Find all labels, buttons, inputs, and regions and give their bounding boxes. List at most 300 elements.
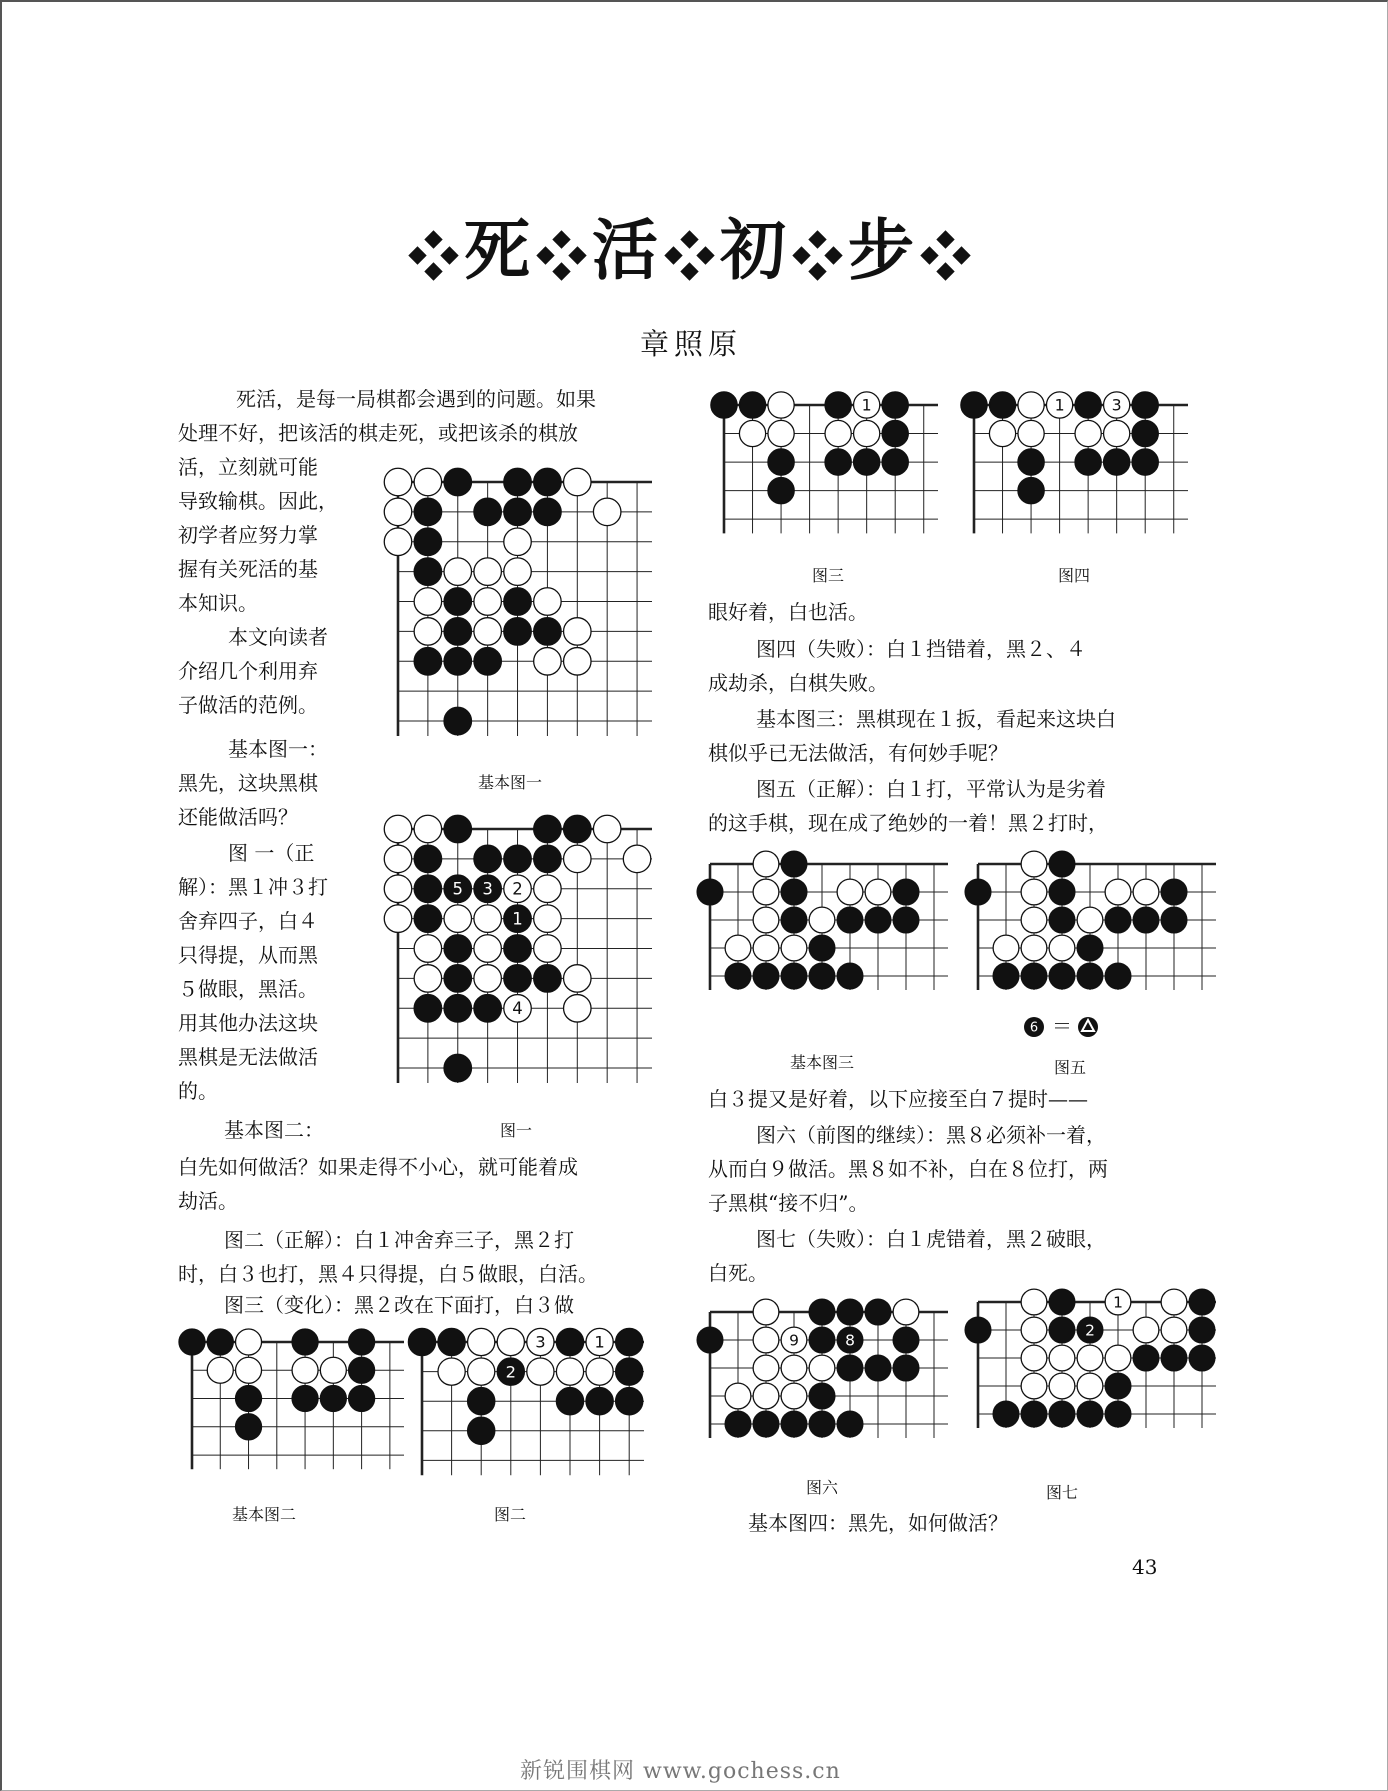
white-stone: [474, 965, 501, 992]
white-stone: [1104, 420, 1130, 446]
black-stone: [236, 1414, 262, 1440]
paragraph-line: 的这手棋，现在成了绝妙的一着！黑２打时，: [708, 811, 1108, 835]
paragraph-line: 图七（失败）：白１虎错着，黑２破眼，: [756, 1227, 1106, 1251]
white-stone: [414, 965, 441, 992]
paragraph-line: 还能做活吗？: [178, 805, 298, 829]
white-stone: [989, 420, 1015, 446]
black-stone: [504, 498, 531, 525]
black-stone: [1105, 1373, 1131, 1399]
white-stone: [504, 558, 531, 585]
white-stone: [725, 935, 751, 961]
white-stone: [781, 1355, 807, 1381]
white-stone: [564, 468, 591, 495]
white-stone: [1105, 1345, 1131, 1371]
paragraph-line: 劫活。: [178, 1189, 238, 1213]
white-stone: [444, 905, 471, 932]
black-stone: [616, 1358, 643, 1385]
black-stone: [534, 468, 561, 495]
black-stone: [504, 588, 531, 615]
stone-number: 1: [1054, 395, 1065, 415]
paragraph-line: 用其他办法这块: [178, 1011, 318, 1035]
diamond-ornament-icon: [794, 232, 842, 280]
black-stone: [697, 1327, 723, 1353]
paragraph-line: 介绍几个利用弃: [178, 659, 318, 683]
stone-number: 3: [1111, 395, 1122, 415]
paragraph-line: 本文向读者: [228, 625, 328, 649]
black-stone: [414, 648, 441, 675]
white-stone: [414, 468, 441, 495]
stone-number: 3: [482, 879, 493, 899]
go-diagram-fig-2: [410, 1330, 650, 1482]
paragraph-line: 死活，是每一局棋都会遇到的问题。如果: [236, 387, 596, 411]
paragraph-line: 基本图四：黑先，如何做活？: [748, 1511, 1008, 1535]
stone-number: 4: [512, 999, 523, 1019]
paragraph-line: 子黑棋“接不归”。: [708, 1191, 869, 1215]
stone-number: 3: [535, 1332, 546, 1352]
black-stone: [1133, 907, 1159, 933]
author: 章照原: [640, 327, 743, 361]
black-stone: [809, 935, 835, 961]
stone-number: 1: [861, 395, 872, 415]
black-stone: [993, 1401, 1019, 1427]
black-stone: [825, 449, 851, 475]
white-stone: [1049, 1345, 1075, 1371]
black-stone: [697, 879, 723, 905]
white-stone: [384, 468, 411, 495]
white-stone: [384, 905, 411, 932]
go-diagram-fig-4: [962, 393, 1194, 545]
white-stone: [725, 1383, 751, 1409]
black-stone: [1105, 1401, 1131, 1427]
white-stone: [1077, 1345, 1103, 1371]
go-diagram-basic-2: [180, 1330, 410, 1482]
stone-number: 5: [452, 879, 464, 899]
black-stone: [414, 875, 441, 902]
black-stone: [1077, 1401, 1103, 1427]
white-stone: [781, 1383, 807, 1409]
white-stone: [1077, 1373, 1103, 1399]
black-stone: [534, 618, 561, 645]
black-stone: [1161, 1345, 1187, 1371]
white-stone: [468, 1358, 495, 1385]
black-stone: [725, 963, 751, 989]
title-char: 活: [592, 211, 660, 289]
paragraph-line: 活，立刻就可能: [178, 455, 318, 479]
paragraph-line: 处理不好，把该活的棋走死，或把该杀的棋放: [178, 421, 578, 445]
black-stone: [837, 1355, 863, 1381]
paragraph-line: 图五（正解）：白１打，平常认为是劣着: [756, 777, 1106, 801]
white-stone: [837, 879, 863, 905]
paragraph-line: 图 一（正: [228, 841, 315, 865]
diagram-caption: 图五: [1054, 1058, 1087, 1077]
black-stone: [207, 1329, 233, 1355]
white-stone: [1049, 935, 1075, 961]
white-stone: [753, 907, 779, 933]
paragraph-line: 成劫杀，白棋失败。: [708, 671, 888, 695]
white-stone: [384, 815, 411, 842]
black-stone: [768, 477, 794, 503]
title-char: 初: [720, 211, 788, 289]
white-stone: [1018, 420, 1044, 446]
black-stone: [504, 935, 531, 962]
white-stone: [1021, 1317, 1047, 1343]
black-stone: [1049, 1289, 1075, 1315]
black-stone: [837, 907, 863, 933]
black-stone: [1132, 420, 1158, 446]
go-diagram-basic-1: [386, 470, 658, 760]
black-stone: [1161, 879, 1187, 905]
go-diagram-fig-7: [966, 1290, 1222, 1442]
paragraph-line: 黑棋是无法做活: [178, 1045, 318, 1069]
black-stone: [474, 995, 501, 1022]
white-stone: [1018, 392, 1044, 418]
white-stone: [1075, 420, 1101, 446]
black-stone: [468, 1388, 495, 1415]
paragraph-line: 子做活的范例。: [178, 693, 318, 717]
black-stone: [1132, 392, 1158, 418]
white-stone: [384, 498, 411, 525]
black-stone: [414, 905, 441, 932]
white-stone: [1021, 907, 1047, 933]
black-stone: [504, 965, 531, 992]
white-stone: [438, 1358, 465, 1385]
black-stone: [292, 1386, 318, 1412]
black-stone: [825, 392, 851, 418]
black-stone: [893, 1355, 919, 1381]
black-stone: [564, 815, 591, 842]
paragraph-line: 图二（正解）：白１冲舍弃三子，黑２打: [224, 1228, 574, 1252]
stone-number: 6: [1029, 1020, 1039, 1036]
white-stone: [534, 875, 561, 902]
paragraph-line: 白３提又是好着，以下应接至白７提时——: [708, 1087, 1088, 1111]
black-stone: [1189, 1345, 1215, 1371]
black-stone: [781, 963, 807, 989]
black-stone: [474, 648, 501, 675]
paragraph-line: 握有关死活的基: [178, 557, 318, 581]
white-stone: [564, 965, 591, 992]
white-stone: [384, 845, 411, 872]
black-stone: [1104, 449, 1130, 475]
paragraph-line: 棋似乎已无法做活，有何妙手呢？: [708, 741, 1008, 765]
paragraph-line: 从而白９做活。黑８如不补，白在８位打，两: [708, 1157, 1108, 1181]
black-stone: [444, 588, 471, 615]
black-stone: [1075, 392, 1101, 418]
black-stone: [444, 707, 471, 734]
white-stone: [1049, 1373, 1075, 1399]
white-stone: [753, 1327, 779, 1353]
black-stone: [865, 1299, 891, 1325]
white-stone: [753, 879, 779, 905]
paragraph-line: 基本图三：黑棋现在１扳，看起来这块白: [756, 707, 1116, 731]
black-stone: [809, 1327, 835, 1353]
black-stone: [989, 392, 1015, 418]
white-stone: [468, 1328, 495, 1355]
black-stone: [556, 1388, 583, 1415]
diagram-caption: 图四: [1058, 566, 1091, 585]
black-stone: [586, 1388, 613, 1415]
diagram-caption: 图二: [494, 1505, 527, 1524]
black-stone: [444, 618, 471, 645]
black-stone: [809, 1411, 835, 1437]
black-stone: [1161, 907, 1187, 933]
black-stone: [616, 1388, 643, 1415]
black-stone: [993, 963, 1019, 989]
paragraph-line: 图六（前图的继续）：黑８必须补一着，: [756, 1123, 1106, 1147]
white-stone: [1161, 1317, 1187, 1343]
stone-number: 1: [1113, 1293, 1123, 1312]
white-stone: [564, 845, 591, 872]
black-stone: [444, 965, 471, 992]
diagram-caption: 图七: [1046, 1483, 1079, 1502]
black-stone: [809, 1299, 835, 1325]
white-stone: [854, 420, 880, 446]
paragraph-line: 基本图一：: [228, 737, 328, 761]
black-stone: [1105, 907, 1131, 933]
black-stone: [468, 1417, 495, 1444]
white-stone: [414, 815, 441, 842]
white-stone: [865, 879, 891, 905]
white-stone: [207, 1357, 233, 1383]
white-stone: [474, 558, 501, 585]
diagram-caption: 基本图一: [478, 773, 543, 792]
diamond-ornament-icon: [666, 232, 714, 280]
black-stone: [349, 1357, 375, 1383]
paragraph-line: 舍弃四子，白４: [178, 909, 318, 933]
stone-number: 1: [512, 909, 523, 929]
paragraph-line: 导致输棋。因此，: [178, 489, 338, 513]
black-stone: [893, 879, 919, 905]
black-stone: [865, 907, 891, 933]
black-stone: [504, 618, 531, 645]
go-diagram-fig-1: [386, 817, 658, 1107]
black-stone: [1189, 1317, 1215, 1343]
black-stone: [1132, 449, 1158, 475]
paragraph-line: 时，白３也打，黑４只得提，白５做眼，白活。: [178, 1262, 598, 1286]
diagram-caption: 图三: [812, 566, 845, 585]
black-stone: [504, 468, 531, 495]
black-stone: [837, 1299, 863, 1325]
black-stone: [236, 1386, 262, 1412]
stone-number: 8: [845, 1331, 855, 1350]
fig5-note-stones: [1022, 1015, 1102, 1039]
white-stone: [825, 420, 851, 446]
white-stone: [1105, 879, 1131, 905]
black-stone: [961, 392, 987, 418]
paragraph-line: 只得提，从而黑: [178, 943, 318, 967]
black-stone: [444, 468, 471, 495]
white-stone: [753, 935, 779, 961]
black-stone: [1105, 963, 1131, 989]
white-stone: [534, 588, 561, 615]
white-stone: [1077, 907, 1103, 933]
white-stone: [292, 1357, 318, 1383]
black-stone: [349, 1329, 375, 1355]
black-stone: [781, 1411, 807, 1437]
black-stone: [1018, 449, 1044, 475]
black-stone: [444, 995, 471, 1022]
white-stone: [739, 420, 765, 446]
white-stone: [893, 1299, 919, 1325]
white-stone: [1021, 1373, 1047, 1399]
black-stone: [534, 498, 561, 525]
white-stone: [444, 558, 471, 585]
black-stone: [809, 1383, 835, 1409]
black-stone: [753, 963, 779, 989]
white-stone: [1021, 1289, 1047, 1315]
black-stone: [1021, 1401, 1047, 1427]
paragraph-line: 图三（变化）：黑２改在下面打，白３做: [224, 1293, 574, 1317]
paragraph-line: 基本图二：: [224, 1118, 324, 1142]
white-stone: [1161, 1289, 1187, 1315]
white-stone: [593, 815, 620, 842]
black-stone: [556, 1328, 583, 1355]
white-stone: [1021, 851, 1047, 877]
stone-number: 2: [1085, 1321, 1095, 1340]
black-stone: [781, 851, 807, 877]
black-stone: [1049, 1401, 1075, 1427]
black-stone: [444, 648, 471, 675]
white-stone: [564, 995, 591, 1022]
paragraph-line: 白死。: [708, 1261, 768, 1285]
black-stone: [882, 420, 908, 446]
diagram-caption: 基本图二: [232, 1505, 297, 1524]
paragraph-line: 的。: [178, 1079, 218, 1103]
diamond-ornament-icon: [922, 232, 970, 280]
diagram-caption: 基本图三: [790, 1053, 855, 1072]
white-stone: [753, 1383, 779, 1409]
white-stone: [593, 498, 620, 525]
black-stone: [474, 498, 501, 525]
white-stone: [564, 648, 591, 675]
black-stone: [781, 879, 807, 905]
white-stone: [527, 1358, 554, 1385]
equals-sign: ＝: [1052, 1015, 1072, 1038]
paragraph-line: 白先如何做活？如果走得不小心，就可能着成: [178, 1155, 578, 1179]
white-stone: [236, 1329, 262, 1355]
watermark-footer: 新锐围棋网 www.gochess.cn: [520, 1759, 841, 1784]
white-stone: [474, 618, 501, 645]
white-stone: [384, 875, 411, 902]
diagram-caption: 图一: [500, 1121, 533, 1140]
white-stone: [534, 648, 561, 675]
black-stone: [1049, 963, 1075, 989]
black-stone: [739, 392, 765, 418]
white-stone: [1021, 1345, 1047, 1371]
white-stone: [993, 935, 1019, 961]
diamond-ornament-icon: [410, 232, 458, 280]
page-number: 43: [1132, 1555, 1158, 1579]
stone-number: 2: [505, 1362, 516, 1382]
black-stone: [865, 1355, 891, 1381]
black-stone: [534, 845, 561, 872]
white-stone: [474, 935, 501, 962]
white-stone: [1133, 1317, 1159, 1343]
black-stone: [837, 963, 863, 989]
white-stone: [1021, 879, 1047, 905]
black-stone: [1077, 935, 1103, 961]
go-diagram-basic-3: [698, 852, 954, 1004]
paragraph-line: 初学者应努力掌: [178, 523, 318, 547]
title-char: 步: [848, 211, 916, 289]
black-stone: [1075, 449, 1101, 475]
black-stone: [1018, 477, 1044, 503]
white-stone: [809, 907, 835, 933]
white-stone: [474, 588, 501, 615]
black-stone: [438, 1328, 465, 1355]
black-stone: [534, 815, 561, 842]
white-stone: [414, 935, 441, 962]
diagram-caption: 图六: [806, 1478, 839, 1497]
black-stone: [1077, 963, 1103, 989]
stone-number: 9: [789, 1331, 799, 1350]
black-stone: [1021, 963, 1047, 989]
stone-number: 2: [512, 879, 523, 899]
black-stone: [1049, 1317, 1075, 1343]
black-stone: [893, 907, 919, 933]
black-stone: [444, 935, 471, 962]
white-stone: [586, 1358, 613, 1385]
black-stone: [893, 1327, 919, 1353]
diamond-ornament-icon: [538, 232, 586, 280]
fig5-note: [1022, 1015, 1102, 1039]
black-stone: [474, 845, 501, 872]
black-stone: [320, 1386, 346, 1412]
page-title: [380, 210, 1000, 290]
paragraph-line: 眼好着，白也活。: [708, 600, 868, 624]
black-stone: [768, 449, 794, 475]
black-stone: [1049, 851, 1075, 877]
white-stone: [534, 905, 561, 932]
white-stone: [414, 588, 441, 615]
black-stone: [965, 1317, 991, 1343]
white-stone: [1021, 935, 1047, 961]
black-stone: [414, 498, 441, 525]
black-stone: [753, 1411, 779, 1437]
black-stone: [292, 1329, 318, 1355]
white-stone: [809, 1355, 835, 1381]
black-stone: [854, 449, 880, 475]
black-stone: [414, 845, 441, 872]
black-stone: [504, 845, 531, 872]
black-stone: [616, 1328, 643, 1355]
white-stone: [320, 1357, 346, 1383]
go-diagram-fig-5: [966, 852, 1222, 1004]
paragraph-line: ５做眼，黑活。: [178, 977, 318, 1001]
black-stone: [965, 879, 991, 905]
white-stone: [768, 420, 794, 446]
white-stone: [623, 845, 650, 872]
white-stone: [1133, 879, 1159, 905]
white-stone: [768, 392, 794, 418]
paragraph-line: 图四（失败）：白１挡错着，黑２、４: [756, 637, 1086, 661]
title-char: 死: [464, 211, 532, 289]
black-stone: [1049, 879, 1075, 905]
white-stone: [781, 935, 807, 961]
go-diagram-fig-6: [698, 1300, 954, 1452]
black-stone: [414, 995, 441, 1022]
white-stone: [497, 1328, 524, 1355]
white-stone: [236, 1357, 262, 1383]
black-stone: [781, 907, 807, 933]
black-stone: [444, 1054, 471, 1081]
black-stone: [809, 963, 835, 989]
stone-number: 1: [594, 1332, 605, 1352]
black-stone: [1133, 1345, 1159, 1371]
white-stone: [753, 851, 779, 877]
black-stone: [1189, 1289, 1215, 1315]
go-diagram-fig-3: [712, 393, 944, 545]
white-stone: [414, 618, 441, 645]
